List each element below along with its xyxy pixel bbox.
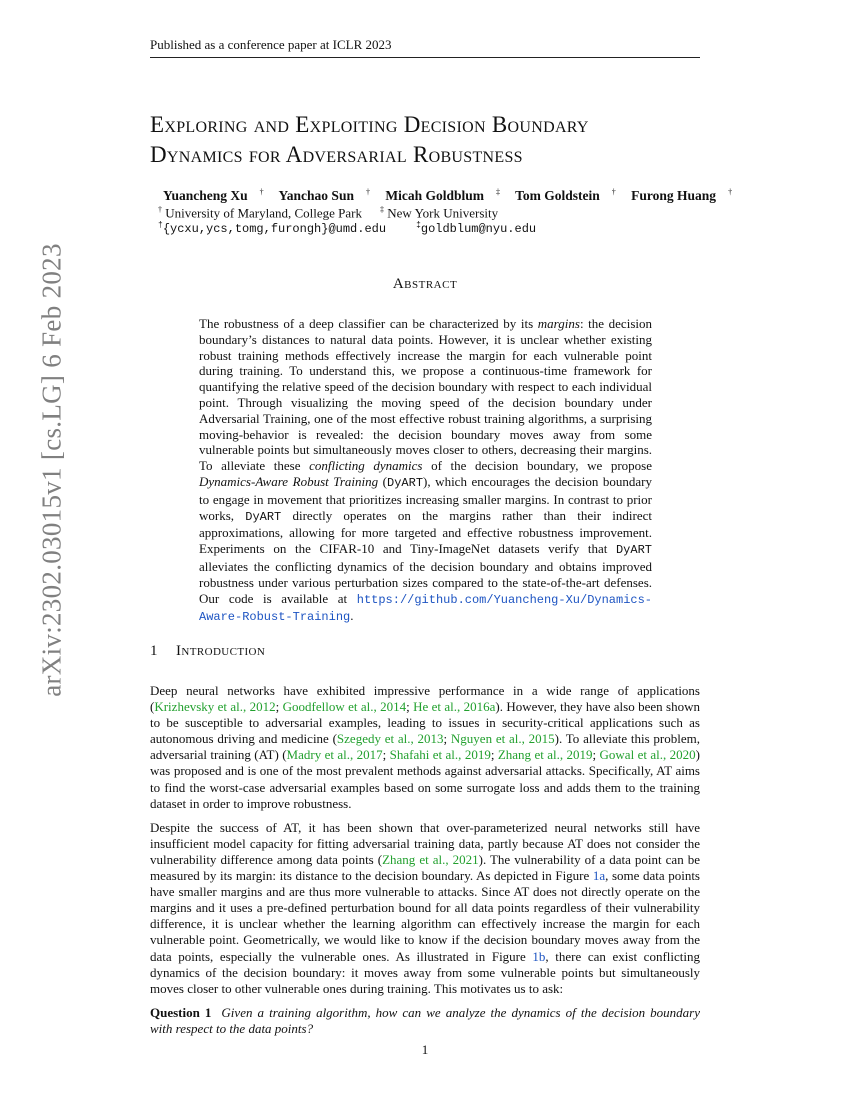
author-mark: † — [611, 187, 616, 196]
body-text: Despite the success of AT, it has been shown that over-parameterized neural networks still have insufficient model capacity for fitting adversarial training data, partly because AT does not consider the vulnerability difference among data points ( — [150, 819, 700, 867]
abstract-text: The robustness of a deep classifier can be characterized by its — [199, 316, 538, 331]
body-text: , there can exist conflicting dynamics of the decision boundary: it moves away from some vulnerable points but simultaneously moves closer to other vulnerable ones during training. This motivates us to ask: — [150, 948, 701, 996]
abstract-heading: Abstract — [392, 276, 458, 292]
citation-link[interactable]: Szegedy et al., 2013 — [336, 731, 444, 747]
citation-link[interactable]: Shafahi et al., 2019 — [389, 747, 491, 763]
running-header: Published as a conference paper at ICLR 2023 — [150, 37, 700, 58]
author-mark: † — [365, 187, 370, 196]
email-nyu: goldblum@nyu.edu — [420, 222, 537, 236]
abstract-body — [199, 316, 652, 626]
abstract-text: directly operates on the margins rather than their indirect approximations, allowing for more targeted and effective robustness improvement. Experiments on the CIFAR-10 and Tiny-ImageNet datasets verify that — [199, 507, 652, 557]
body-text: ). The vulnerability of a data point can be measured by its margin: its distance to the decision boundary. As depicted in Figure — [150, 851, 700, 884]
method-name: DyART — [615, 543, 652, 558]
abstract-emphasis: Dynamics-Aware Robust Training — [199, 473, 379, 489]
introduction-body — [150, 683, 700, 1045]
method-name: DyART — [245, 509, 282, 524]
author-name: Micah Goldblum — [385, 187, 484, 203]
citation-link[interactable]: Gowal et al., 2020 — [599, 747, 696, 763]
affiliations — [158, 205, 498, 221]
body-text: ) was proposed and is one of the most prevalent methods against adversarial attacks. Specifically, AT aims to find the worst-case adversarial examples based on some surrogate loss and adds them to the training dataset in order to improve robustness. — [150, 747, 700, 811]
abstract-text: : the decision boundary’s distances to natural data points. However, it is unclear whether existing robust training methods effectively increase the margin for each vulnerable point during training. To understand this, we propose a continuous-time framework for quantifying the relative speed of the decision boundary with respect to each individual point. Through visualizing the moving speed of the decision boundary under Adversarial Training, one of the most effective robust training algorithms, a surprising moving-behavior is revealed: the decision boundary moves away from some vulnerable points but simultaneously moves closer to others, decreasing their margins. To alleviate these — [199, 316, 652, 474]
question-text: Given a training algorithm, how can we analyze the dynamics of the decision boundary with respect to the data points? — [150, 1004, 701, 1036]
affiliation-umd: University of Maryland, College Park — [165, 205, 363, 221]
question-label: Question 1 — [150, 1004, 212, 1020]
body-text: ). To alleviate this problem, adversarial training (AT) ( — [150, 731, 700, 763]
author-mark: † — [728, 187, 733, 196]
citation-link[interactable]: Nguyen et al., 2015 — [450, 731, 555, 747]
email-mark: † — [158, 221, 163, 230]
figure-reference-link[interactable]: 1a — [592, 868, 606, 884]
citation-link[interactable]: He et al., 2016a — [413, 699, 496, 715]
abstract-text: . — [350, 608, 354, 624]
email-umd: {ycxu,ycs,tomg,furongh}@umd.edu — [162, 222, 387, 236]
abstract-text: alleviates the conflicting dynamics of the decision boundary and obtains improved robustness under various perturbation sizes compared to the state-of-the-art defenses. Our code is available at — [199, 558, 652, 606]
author — [163, 188, 264, 203]
abstract-text: ), which encourages the decision boundary to engage in movement that prioritizes increasing smaller margins. In contrast to prior works, — [199, 473, 652, 523]
affiliation-mark: † — [158, 205, 162, 214]
author-name: Yanchao Sun — [278, 187, 354, 203]
abstract-emphasis: margins — [537, 316, 580, 331]
code-repository-link[interactable]: https://github.com/Yuancheng-Xu/Dynamics-Aware-Robust-Training — [199, 592, 652, 625]
title-line-2: Dynamics for Adversarial Robustness — [150, 142, 523, 167]
author — [279, 188, 370, 203]
body-paragraph — [150, 820, 700, 997]
author — [631, 188, 732, 203]
author-name: Yuancheng Xu — [163, 187, 248, 203]
author — [515, 188, 616, 203]
author — [385, 188, 500, 203]
body-text: Deep neural networks have exhibited impressive performance in a wide range of applications ( — [150, 683, 700, 715]
citation-link[interactable]: Krizhevsky et al., 2012 — [154, 699, 276, 715]
arxiv-sidebar-stamp: arXiv:2302.03015v1 [cs.LG] 6 Feb 2023 — [36, 243, 67, 697]
abstract-text: ( — [378, 473, 388, 489]
page-number: 1 — [421, 1042, 429, 1057]
email-mark: ‡ — [416, 221, 421, 230]
author-mark: † — [259, 187, 264, 196]
question-block — [150, 1005, 700, 1037]
abstract-text: of the decision boundary, we propose — [422, 458, 653, 474]
author-mark: ‡ — [495, 187, 500, 196]
affiliation-mark: ‡ — [380, 205, 385, 214]
citation-link[interactable]: Madry et al., 2017 — [286, 747, 383, 763]
citation-link[interactable]: Goodfellow et al., 2014 — [282, 699, 407, 715]
section-number: 1 — [150, 643, 158, 659]
author-emails — [158, 221, 536, 236]
affiliation-nyu: New York University — [387, 205, 499, 221]
figure-reference-link[interactable]: 1b — [532, 948, 546, 964]
title-line-1: Exploring and Exploiting Decision Boundary — [150, 112, 589, 137]
body-paragraph: Deep neural networks have exhibited impressive performance in a wide range of applications (Krizhevsky et al., 2012; Goodfellow et al., 2014; He et al., 2016a). However, they have also been shown to be susceptible to adversarial examples, leading to issues in security-critical applications such as autonomous driving and medicine (Szegedy et al., 2013; Nguyen et al., 2015). To alleviate this problem, adversarial training (AT) (Madry et al., 2017; Shafahi et al., 2019; Zhang et al., 2019; Gowal et al., 2020) was proposed and is one of the most prevalent methods against adversarial attacks. Specifically, AT aims to find the worst-case adversarial examples based on some surrogate loss and adds them to the training dataset in order to improve robustness. — [150, 683, 700, 811]
paper-title — [150, 110, 710, 170]
section-heading-introduction — [150, 643, 265, 660]
citation-link[interactable]: Zhang et al., 2021 — [382, 851, 479, 867]
body-text: , some data points have smaller margins and are thus more vulnerable to attacks. Since AT does not directly operate on the margins and it uses a pre-defined perturbation bound for all data points regardless of their vulnerability difference, it is unclear whether the learning algorithm can effectively increase the margin for each vulnerable point. Geometrically, we would like to know if the decision boundary moves away from the data points, especially the vulnerable ones. As illustrated in Figure — [150, 868, 700, 964]
author-name: Furong Huang — [631, 187, 717, 203]
abstract-emphasis: conflicting dynamics — [309, 458, 423, 474]
section-title: Introduction — [176, 643, 266, 659]
author-list — [163, 187, 733, 204]
author-name: Tom Goldstein — [515, 187, 600, 203]
body-text: ). However, they have also been shown to be susceptible to adversarial examples, leading to issues in security-critical applications such as autonomous driving and medicine ( — [150, 699, 700, 747]
abstract-paragraph — [199, 316, 652, 626]
method-name: DyART — [387, 475, 424, 490]
citation-link[interactable]: Zhang et al., 2019 — [497, 747, 593, 763]
